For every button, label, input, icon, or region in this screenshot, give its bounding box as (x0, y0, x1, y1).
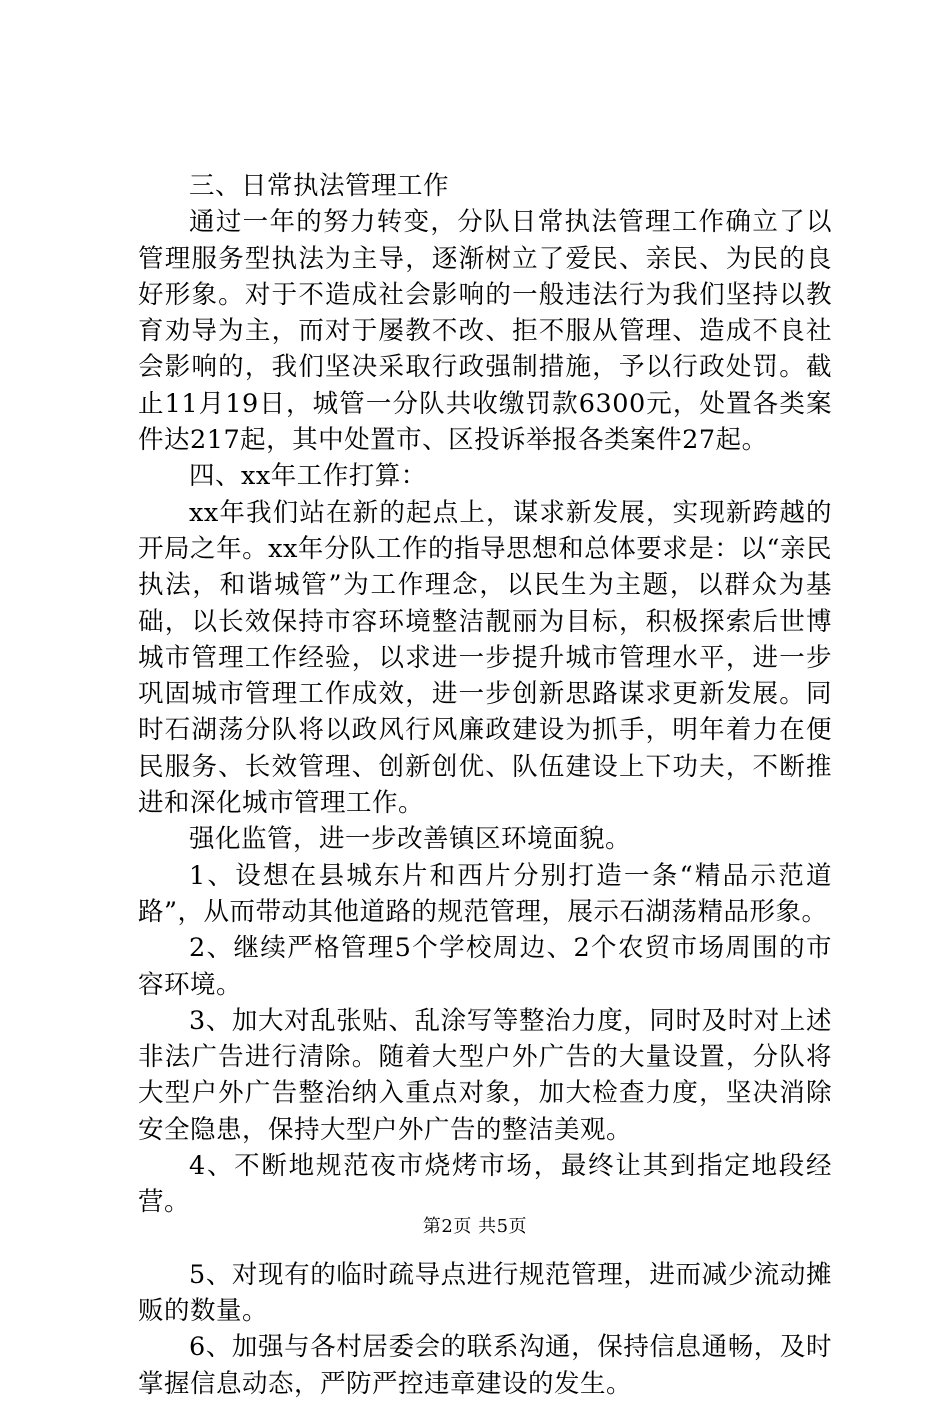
page-number: 第2页 共5页 (422, 1216, 528, 1237)
list-item-5: 5、对现有的临时疏导点进行规范管理，进而减少流动摊贩的数量。 (138, 1259, 832, 1326)
section-heading-daily-enforcement: 三、日常执法管理工作 (189, 171, 450, 201)
paragraph-daily-enforcement: 通过一年的努力转变，分队日常执法管理工作确立了以管理服务型执法为主导，逐渐树立了爱民、亲民、为民的良好形象。对于不造成社会影响的一般违法行为我们坚持以教育劝导为主，而对于屡教不改、拒不服从管理、造成不良社会影响的，我们坚决采取行政强制措施，予以行政处罚。截止11月19日，城管一分队共收缴罚款6300元，处置各类案件达217起，其中处置市、区投诉举报各类案件27起。 (138, 207, 832, 456)
list-item-3: 3、加大对乱张贴、乱涂写等整治力度，同时及时对上述非法广告进行清除。随着大型户外广告的大量设置，分队将大型户外广告整治纳入重点对象，加大检查力度，坚决消除安全隐患，保持大型户外广告的整洁美观。 (138, 1005, 832, 1145)
list-item-4: 4、不断地规范夜市烧烤市场，最终让其到指定地段经营。 (138, 1151, 832, 1218)
list-item-2: 2、继续严格管理5个学校周边、2个农贸市场周围的市容环境。 (138, 933, 832, 1000)
paragraph-work-plan: xx年我们站在新的起点上，谋求新发展，实现新跨越的开局之年。xx年分队工作的指导思想和总体要求是：以“亲民执法，和谐城管”为工作理念，以民生为主题，以群众为基础，以长效保持市容环境整洁靓丽为目标，积极探索后世博城市管理工作经验，以求进一步提升城市管理水平，进一步巩固城市管理工作成效，进一步创新思路谋求更新发展。同时石湖荡分队将以政风行风廉政建设为抓手，明年着力在便民服务、长效管理、创新创优、队伍建设上下功夫，不断推进和深化城市管理工作。 (138, 497, 832, 819)
list-item-6: 6、加强与各村居委会的联系沟通，保持信息通畅，及时掌握信息动态，严防严控违章建设的发生。 (138, 1332, 832, 1399)
paragraph-strengthen-supervision: 强化监管，进一步改善镇区环境面貌。 (189, 824, 632, 855)
list-item-1: 1、设想在县城东片和西片分别打造一条“精品示范道路”，从而带动其他道路的规范管理，展示石湖荡精品形象。 (138, 860, 832, 927)
section-heading-work-plan: 四、xx年工作打算： (189, 461, 427, 492)
